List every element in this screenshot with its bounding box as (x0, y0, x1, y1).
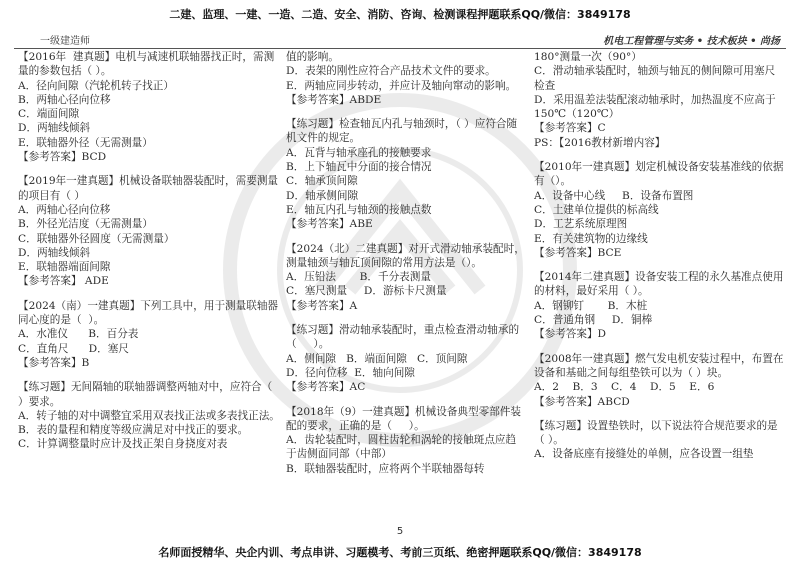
text-line: C．土建单位提供的标高线 (534, 203, 659, 216)
text-line: E．轴瓦内孔与轴颈的接触点数 (286, 203, 432, 216)
text-line: A．压铅法 B．千分表测量 (286, 271, 431, 284)
text-line: 【参考答案】 ADE (18, 275, 109, 288)
column-left (18, 50, 280, 524)
text-line: C．直角尺 D．塞尺 (18, 342, 129, 355)
text-line: B．表的量程和精度等级应满足对中找正的要求。 (18, 424, 249, 437)
text-line: 【参考答案】B (18, 356, 90, 369)
running-header-right: 机电工程管理与实务 • 技术板块 • 尚扬 (603, 36, 780, 47)
text-line: B．上下轴瓦中分面的接合情况 (286, 161, 432, 174)
text-line: 【参考答案】C (534, 122, 606, 135)
text-line: B．两轴心径向位移 (18, 93, 111, 106)
text-line: A．设备中心线 B．设备布置图 (534, 189, 694, 202)
text-line: 【2024（南）一建真题】下列工具中，用于测量联轴器同心度的是（ ）。 (18, 299, 279, 327)
text-line: D．采用温差法装配滚动轴承时，加热温度不应高于150℃（120℃） (534, 93, 776, 121)
text-line: B．外径光洁度（无需测量） (18, 218, 153, 231)
text-line: C．塞尺测量 D．游标卡尺测量 (286, 285, 447, 298)
text-line: A．2 B．3 C．4 D．5 E．6 (534, 381, 715, 394)
text-line: B．联轴器装配时，应将两个半联轴器每转 (286, 462, 485, 475)
text-line: 【参考答案】AC (286, 381, 366, 394)
text-line: E．两轴应同步转动，并应计及轴向窜动的影响。 (286, 79, 517, 92)
text-line: 【练习题】设置垫铁时，以下说法符合规范要求的是（ ）。 (534, 419, 778, 447)
text-line: 【参考答案】BCD (18, 151, 107, 164)
text-line: E．联轴器外径（无需测量） (18, 136, 153, 149)
text-line: 【练习题】检查轴瓦内孔与轴颈时，（ ）应符合随机文件的规定。 (286, 118, 518, 145)
text-line: C．联轴器外径圆度（无需测量） (18, 232, 175, 245)
text-line: A．径向间隙（汽轮机转子找正） (18, 79, 174, 92)
text-line: 【参考答案】ABCD (534, 395, 630, 408)
bottom-banner: 名师面授精华、央企内训、考点串讲、习题模考、考前三页纸、绝密押题联系QQ/微信：3849178 (158, 546, 642, 559)
text-line: 【参考答案】BCE (534, 246, 622, 259)
text-line: A．侧间隙 B．端面间隙 C．顶间隙 (286, 352, 468, 365)
text-line: D．工艺系统原理图 (534, 218, 628, 231)
text-line: 【2016年 建真题】电机与减速机联轴器找正时，需测量的参数包括（ ）。 (18, 51, 275, 78)
text-line: C．普通角钢 D．铜棒 (534, 314, 653, 327)
text-line: A．水准仪 B．百分表 (18, 328, 139, 341)
text-line: 【参考答案】D (534, 328, 607, 341)
text-line: 【2024（北）二建真题】对开式滑动轴承装配时，测量轴颈与轴瓦顶间隙的常用方法是（）。 (286, 242, 525, 269)
text-line: 【参考答案】ABDE (286, 93, 382, 106)
column-right (534, 50, 784, 524)
running-header-left: 一级建造师 (40, 36, 90, 47)
text-line: C．端面间隙 (18, 108, 80, 121)
text-line: 【练习题】无间隔轴的联轴器调整两轴对中，应符合（ ）要求。 (18, 381, 279, 408)
text-line: A．齿轮装配时，圆柱齿轮和涡轮的接触斑点应趋于齿侧面同部（中部） (286, 434, 517, 461)
text-line: D．两轴线倾斜 (18, 122, 91, 135)
text-line: D．表架的刚性应符合产品技术文件的要求。 (286, 65, 496, 78)
text-line: C．滑动轴承装配时，轴颈与轴瓦的侧间隙可用塞尺检查 (534, 65, 776, 92)
text-line: A．设备底座有接缝处的单侧，应各设置一组垫 (534, 448, 754, 461)
text-line: 【2008年一建真题】燃气发电机安装过程中，布置在设备和基础之间每组垫铁可以为（ ）块。 (534, 352, 784, 379)
page-number: 5 (396, 526, 404, 537)
column-middle (286, 50, 526, 524)
text-line: PS：【2016教材新增内容】 (534, 136, 666, 149)
text-line: 【练习题】滑动轴承装配时，重点检查滑动轴承的（ ）。 (286, 324, 520, 351)
text-line: E．有关建筑物的边缘线 (534, 232, 648, 245)
text-line: 【2010年一建真题】划定机械设备安装基准线的依据有（）。 (534, 161, 784, 188)
text-line: 180°测量一次（90°） (534, 51, 642, 63)
text-line: C．轴承顶间隙 (286, 175, 358, 188)
text-line: A．两轴心径向位移 (18, 203, 111, 216)
text-line: D．轴承侧间隙 (286, 189, 359, 202)
running-header (14, 30, 786, 49)
text-line: 值的影响。 (286, 51, 339, 63)
text-line: 【2014年二建真题】设备安装工程的永久基准点使用的材料，最好采用（ ）。 (534, 271, 784, 298)
top-banner: 二建、监理、一建、一造、二造、安全、消防、咨询、检测课程押题联系QQ/微信：3849178 (169, 8, 631, 21)
text-line: E．联轴器端面间隙 (18, 261, 111, 274)
text-line: A．转子轴的对中调整宜采用双表找正法或多表找正法。 (18, 409, 280, 422)
text-line: D．两轴线倾斜 (18, 246, 91, 259)
text-line: D．径向位移 E．轴向间隙 (286, 366, 415, 379)
text-line: A．瓦背与轴承座孔的接触要求 (286, 146, 432, 159)
text-line: A．钢铆钉 B．木桩 (534, 299, 648, 312)
text-line: C．计算调整量时应计及找正架自身挠度对表 (18, 438, 228, 451)
text-line: 【2019年一建真题】机械设备联轴器装配时，需要测量的项目有（ ） (18, 175, 279, 202)
text-line: 【参考答案】ABE (286, 218, 373, 231)
text-line: 【参考答案】A (286, 299, 358, 312)
text-line: 【2018年（9）一建真题】机械设备典型零部件装配的要求，正确的是（ ）。 (286, 405, 521, 432)
